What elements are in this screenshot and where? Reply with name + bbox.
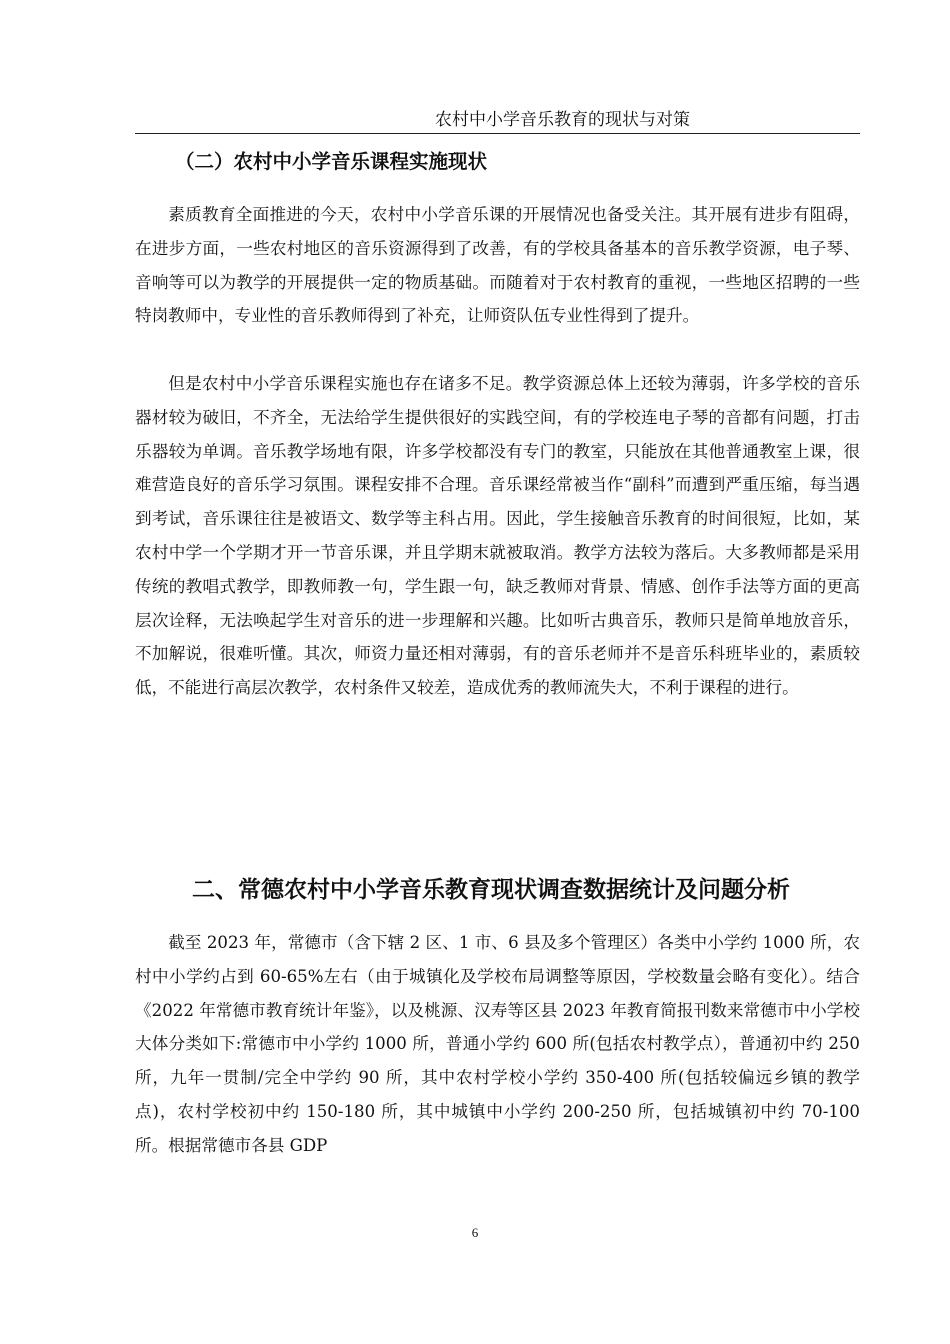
paragraph-2: 但是农村中小学音乐课程实施也存在诸多不足。教学资源总体上还较为薄弱，许多学校的音乐器材较为破旧，不齐全，无法给学生提供很好的实践空间，有的学校连电子琴的音都有问题，打击乐器较为单调。音乐教学场地有限，许多学校都没有专门的教室，只能放在其他普通教室上课，很难营造良好的音乐学习氛围。课程安排不合理。音乐课经常被当作“副科”而遭到严重压缩，每当遇到考试，音乐课往往是被语文、数学等主科占用。因此，学生接触音乐教育的时间很短，比如，某农村中学一个学期才开一节音乐课，并且学期末就被取消。教学方法较为落后。大多教师都是采用传统的教唱式教学，即教师教一句，学生跟一句，缺乏教师对背景、情感、创作手法等方面的更高层次诠释，无法唤起学生对音乐的进一步理解和兴趣。比如听古典音乐，教师只是简单地放音乐，不加解说，很难听懂。其次，师资力量还相对薄弱，有的音乐老师并不是音乐科班毕业的，素质较低，不能进行高层次教学，农村条件又较差，造成优秀的教师流失大，不利于课程的进行。 — [135, 374, 860, 698]
subsection-heading: （二）农村中小学音乐课程实施现状 — [175, 150, 488, 173]
page-number: 6 — [471, 1225, 479, 1240]
paragraph-3: 截至 2023 年，常德市（含下辖 2 区、1 市、6 县及多个管理区）各类中小学约 1000 所，农村中小学约占到 60-65%左右（由于城镇化及学校布局调整等原因，学校数量会略有变化）。结合《2022 年常德市教育统计年鉴》，以及桃源、汉寿等区县 2023 年教育简报刊数来常德市中小学校大体分类如下:常德市中小学约 1000 所，普通小学约 600 所(包括农村教学点），普通初中约 250 所，九年一贯制/完全中学约 90 所，其中农村学校小学约 350-400 所(包括较偏远乡镇的教学点)，农村学校初中约 150-180 所，其中城镇中小学约 200-250 所，包括城镇初中约 70-100 所。根据常德市各县 GDP — [135, 933, 860, 1155]
running-header — [135, 108, 860, 134]
paragraph-1: 素质教育全面推进的今天，农村中小学音乐课的开展情况也备受关注。其开展有进步有阻碍，在进步方面，一些农村地区的音乐资源得到了改善，有的学校具备基本的音乐教学资源，电子琴、音响等可以为教学的开展提供一定的物质基础。而随着对于农村教育的重视，一些地区招聘的一些特岗教师中，专业性的音乐教师得到了补充，让师资队伍专业性得到了提升。 — [135, 205, 860, 326]
header-title: 农村中小学音乐教育的现状与对策 — [435, 110, 690, 130]
section-heading: 二、常德农村中小学音乐教育现状调查数据统计及问题分析 — [192, 877, 790, 903]
